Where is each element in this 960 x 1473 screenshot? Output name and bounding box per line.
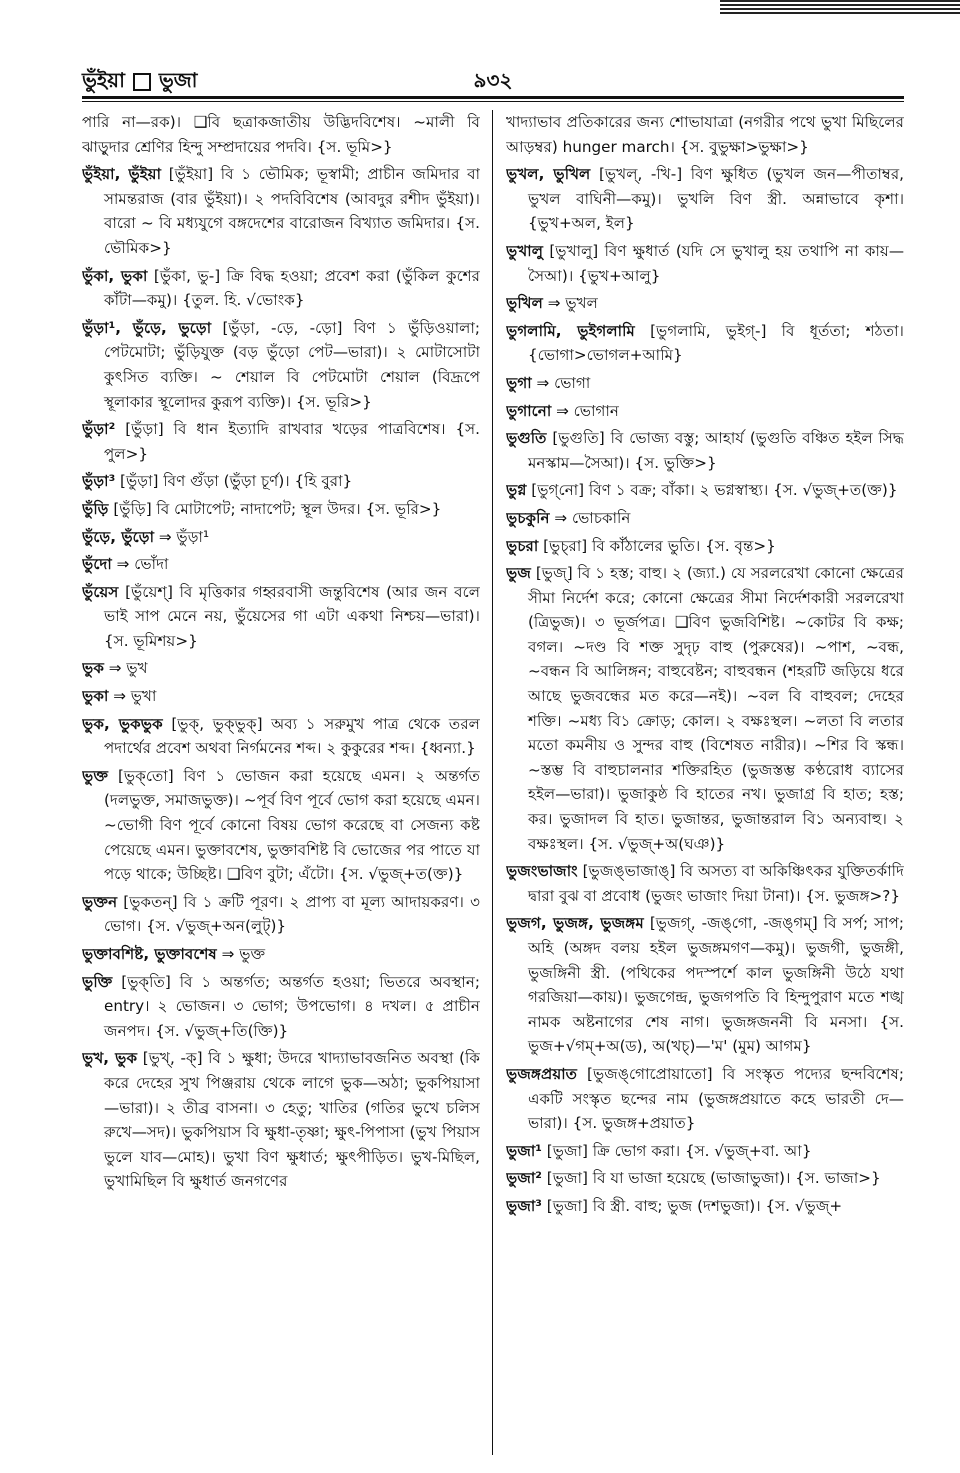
dictionary-entry	[82, 942, 480, 967]
entry-headword: ভুজগ, ভুজঙ্গ, ভুজঙ্গম	[506, 914, 644, 933]
entry-text: [ভুজা] বি স্ত্রী. বাহু; ভুজ (দশভুজা)। {স. √ভুজ্+	[546, 1196, 843, 1215]
entry-text: [ভুঁকা, ভু-] ক্রি বিদ্ধ হওয়া; প্রবেশ করা (ভুঁকিল কুশের কাঁটা—কমু)। {তুল. হি. √ভোংক}	[104, 266, 480, 310]
entry-text: [ভুক্‌তি] বি ১ অন্তর্গত; অন্তর্গত হওয়া; ভিতরে অবস্থান; entry। ২ ভোজন। ৩ ভোগ; উপভোগ। ৪ দখল। ৫ প্রাচীন জনপদ। {স. √ভুজ্+তি(ক্তি)}	[104, 972, 480, 1040]
entry-headword: ভুজংভাজাং	[506, 862, 578, 881]
entry-text: পারি না—রক)। ❑বি ছত্রাকজাতীয় উদ্ভিদবিশেষ। ~মালী বি ঝাড়ুদার শ্রেণির হিন্দু সম্প্রদায়ের পদবি। {স. ভূমি>}	[82, 113, 480, 156]
dictionary-entry	[506, 239, 904, 288]
entry-headword: ভুখালু	[506, 241, 544, 260]
guide-word-left: ভুঁইয়া	[82, 68, 125, 92]
entry-headword: ভুঁড়ি	[82, 499, 109, 518]
dictionary-entry	[82, 764, 480, 887]
dictionary-entry	[82, 970, 480, 1044]
entry-text: [ভুজঙ্‌গোপ্রোয়াতো] বি সংস্কৃত পদ্যের ছন্দবিশেষ; একটি সংস্কৃত ছন্দের নাম (ভুজঙ্গপ্রয়াতে কহে ভারতী দে—ভারা)। {স. ভুজঙ্গ+প্রয়াত}	[528, 1064, 904, 1133]
guide-word-right: ভুজা	[158, 68, 198, 92]
dictionary-entry	[506, 561, 904, 856]
dictionary-entry	[82, 684, 480, 709]
entry-headword: ভুজঙ্গপ্রয়াত	[506, 1064, 578, 1083]
entry-text: [ভুচ্‌রা] বি কাঁঠালের ভুতি। {স. বৃন্ত>}	[543, 536, 776, 555]
left-column	[82, 110, 480, 1455]
entry-text: ⇒ ভোঁদা	[116, 555, 169, 574]
entry-headword: ভুঁড়া³	[82, 472, 116, 491]
dictionary-entry	[82, 525, 480, 550]
entry-text: ⇒ ভোগান	[556, 401, 619, 420]
dictionary-entry	[506, 319, 904, 368]
page-header	[82, 64, 904, 96]
entry-text: ⇒ ভোচকানি	[554, 508, 631, 527]
dictionary-entry	[82, 469, 480, 494]
entry-text: ⇒ ভুখ	[108, 659, 148, 678]
entry-text: ⇒ ভুখল	[547, 294, 598, 313]
entry-text: [ভুজা] ক্রি ভোগ করা। {স. √ভুজ্+বা. আ}	[546, 1141, 812, 1160]
entry-text: [ভুগলামি, ভুইগ্-] বি ধূর্ততা; শঠতা। {ভোগা>ভোগল+আমি}	[528, 321, 904, 365]
entry-text: [ভুগুতি] বি ভোজ্য বস্তু; আহার্য (ভুগুতি বঞ্চিত হইল সিদ্ধ মনস্কাম—সৈআ)। {স. ভুক্তি>}	[528, 429, 904, 472]
dictionary-entry	[82, 497, 480, 522]
dictionary-entry	[82, 1046, 480, 1194]
entry-text: [ভুখল্, -খি-] বিণ ক্ষুধিত (ভুখল জন—পীতাম্বর, ভুখল বাঘিনী—কমু)। ভুখলি বিণ স্ত্রী. অন্নাভাবে কৃশা। {ভুখ+অল, ইল}	[528, 165, 904, 233]
dictionary-entry	[506, 859, 904, 908]
entry-text: [ভুজগ্, -জঙ্‌গো, -জঙ্‌গম্] বি সর্প; সাপ; অহি (অঙ্গদ বলয় হইল ভুজঙ্গমগণ—কমু)। ভুজগী, ভুজঙ্গী, ভুজঙ্গিনী স্ত্রী. (পথিকের পদস্পর্শে কাল ভুজঙ্গিনী উঠে যথা গরজিয়া—কায়)। ভুজগেন্দ্র, ভুজগপতি বি হিন্দুপুরাণ মতে শঙ্খ নামক অষ্টনাগের শেষ নাগ। ভুজঙ্গজননী বি মনসা। {স. ভুজ+√গম্+অ(ড), অ(খচ্)—'ম' (মুম) আগম}	[528, 914, 904, 1056]
entry-text: [ভুখ্, -ক্] বি ১ ক্ষুধা; উদরে খাদ্যাভাবজনিত অবস্থা (কি করে দেহের সুখ পিঞ্জরায় থেকে লাগে ভুক—অঠা; ভুকপিয়াসা—ভারা)। ২ তীব্র বাসনা। ৩ হেতু; খাতির (গতির ভুখে চলিস রুখে—সদ)। ভুকপিয়াস বি ক্ষুধা-তৃষ্ণা; ক্ষুৎ-পিপাসা (ভুখ পিয়াস ভুলে যাব—মোহ)। ভুখা বিণ ক্ষুধার্ত; ক্ষুৎপীড়িত। ভুখ-মিছিল, ভুখামিছিল বি ক্ষুধার্ত জনগণের	[104, 1049, 480, 1191]
entry-headword: ভুঁড়ে, ভুঁড়ো	[82, 527, 154, 546]
entry-headword: ভুঁড়া²	[82, 420, 116, 439]
dictionary-entry	[82, 316, 480, 414]
entry-text: ⇒ ভুক্ত	[221, 945, 266, 963]
entry-headword: ভুখিল	[506, 294, 543, 313]
dictionary-entry	[82, 580, 480, 654]
entry-headword: ভুক্তাবশিষ্ট, ভুক্তাবশেষ	[82, 945, 217, 963]
entry-headword: ভুঁদো	[82, 555, 112, 574]
entry-headword: ভুঁয়েস	[82, 582, 119, 601]
header-rule-thin	[82, 101, 904, 102]
entry-headword: ভুঁকা, ভুকা	[82, 266, 148, 285]
dictionary-entry	[506, 162, 904, 236]
header-rule	[82, 96, 904, 99]
dictionary-entry	[506, 534, 904, 559]
entry-text: [ভুক্‌তো] বিণ ১ ভোজন করা হয়েছে এমন। ২ অন্তর্গত (দলভুক্ত, সমাজভুক্ত)। ~পূর্ব বিণ পূর্বে ভোগ করা হয়েছে এমন। ~ভোগী বিণ পূর্বে কোনো বিষয় ভোগ করেছে বা সেজন্য কষ্ট পেয়েছে এমন। ভুক্তাবশেষ, ভুক্তাবশিষ্ট বি ভোজের পর পাতে যা পড়ে থাকে; উচ্ছিষ্ট। ❑বিণ বুটা; এঁটো। {স. √ভুজ্+ত(ক্ত)}	[104, 766, 480, 884]
dictionary-entry	[506, 291, 904, 316]
entry-text: [ভুজঙ্‌ভাজাঙ্] বি অসত্য বা অকিঞ্চিৎকর যুক্তিতর্কাদি দ্বারা বুঝ বা প্রবোধ (ভুজং ভাজাং দিয়া টানা)। {স. ভুজঙ্গ>?}	[528, 862, 904, 905]
dictionary-entry	[82, 890, 480, 939]
dictionary-entry	[506, 399, 904, 424]
entry-text: ⇒ ভুখা	[113, 687, 157, 706]
entry-text: [ভুঁড়ি] বি মোটাপেট; নাদাপেট; স্থূল উদর। {স. ভূরি>}	[113, 499, 442, 518]
dictionary-entry	[82, 110, 480, 159]
entry-headword: ভুজা¹	[506, 1141, 542, 1160]
entry-headword: ভুজা³	[506, 1196, 542, 1215]
dictionary-entry	[82, 712, 480, 761]
entry-headword: ভুঁড়া¹, ভুঁড়ে, ভুড়ো	[82, 318, 212, 337]
entry-headword: ভুগানো	[506, 401, 552, 420]
dictionary-entry	[506, 1139, 904, 1164]
dictionary-entry	[82, 162, 480, 260]
entry-text: [ভুঁড়া] বি ধান ইত্যাদি রাখবার খড়ের পাত্রবিশেষ। {স. পুল>}	[104, 420, 480, 463]
page-number: ৯৩২	[473, 68, 513, 92]
entry-text: ⇒ ভুঁড়া¹	[158, 527, 210, 546]
dictionary-entry	[82, 552, 480, 577]
separator-box-icon	[133, 73, 151, 91]
dictionary-entry	[82, 264, 480, 313]
dictionary-entry	[506, 1062, 904, 1136]
entry-text: [ভুকতন্] বি ১ ক্রটি পূরণ। ২ প্রাপ্য বা মূল্য আদায়করণ। ৩ ভোগ। {স. √ভুজ্+অন(লুট্)}	[104, 892, 480, 936]
dictionary-entry	[82, 656, 480, 681]
entry-text: [ভুঁইয়া] বি ১ ভৌমিক; ভূস্বামী; প্রাচীন জমিদার বা সামন্তরাজ (বার ভুঁইয়া)। ২ পদবিবিশেষ (আবদুর রশীদ ভুঁইয়া)। বারো ~ বি মধ্যযুগে বঙ্গদেশের বারোজন বিখ্যাত জমিদার। {স. ভৌমিক>}	[104, 165, 480, 257]
scan-edge-lines	[720, 0, 960, 16]
entry-headword: ভুক, ভুকভুক	[82, 714, 163, 733]
entry-headword: ভুজ	[506, 564, 531, 583]
entry-headword: ভুগুতি	[506, 429, 547, 448]
entry-headword: ভুখ, ভুক	[82, 1049, 138, 1068]
dictionary-entry	[506, 478, 904, 503]
entry-text: [ভুজ্] বি ১ হস্ত; বাহু। ২ (জ্যা.) যে সরলরেখা কোনো ক্ষেত্রের সীমা নির্দেশ করে; কোনো ক্ষেত্রের সীমা নির্দেশকারী সরলরেখা (ত্রিভুজ)। ৩ ভূর্জপত্র। ❑বিণ ভুজবিশিষ্ট। ~কোটর বি কক্ষ; বগল। ~দণ্ড বি শক্ত সুদৃঢ় বাহু (পুরুষের)। ~পাশ, ~বন্ধ, ~বন্ধন বি আলিঙ্গন; বাহুবেষ্টন; বাহুবন্ধন (শহরটি জড়িয়ে ধরে আছে ভুজবন্ধের মত করে—নই)। ~বল বি বাহুবল; দেহের শক্তি। ~মধ্য বি১ ক্রোড়; কোল। ২ বক্ষঃস্থল। ~লতা বি লতার মতো কমনীয় ও সুন্দর বাহু (বিশেষত নারীর)। ~শির বি স্কন্ধ। ~স্তম্ভ বি বাহুচালনার শক্তিরহিত (ভুজস্তম্ভ কণ্ঠরোধ ব্যাসের হইল—ভারা)। ভুজাকুষ্ঠ বি হাতের নখ। ভুজাগ্র বি হাত; হস্ত; কর। ভুজাদল বি হাত। ভুজান্তর, ভুজান্তরাল বি১ অন্যবাহু। ২ বক্ষঃস্থল। {স. √ভুজ্+অ(ঘঞ)}	[528, 564, 904, 853]
entry-headword: ভুক্তন	[82, 892, 118, 911]
entry-text: [ভুগ্‌নো] বিণ ১ বক্র; বাঁকা। ২ ভগ্নস্বাস্থ্য। {স. √ভুজ্+ত(ক্ত)}	[531, 481, 898, 500]
entry-headword: ভুক্তি	[82, 972, 113, 991]
entry-headword: ভুগা	[506, 373, 532, 392]
entry-text: ⇒ ভোগা	[536, 373, 591, 392]
dictionary-entry	[82, 417, 480, 466]
entry-text: [ভুজা] বি যা ভাজা হয়েছে (ভাজাভুজা)। {স. ভাজা>}	[546, 1169, 881, 1188]
entry-headword: ভুঁইয়া, ভুঁইয়া	[82, 165, 162, 184]
entry-text: [ভুঁড়া] বিণ গুঁড়া (ভুঁড়া চূর্ণ)। {হি বুরা}	[120, 472, 353, 491]
entry-headword: ভুগ্ন	[506, 481, 527, 500]
dictionary-entry	[506, 1194, 904, 1219]
dictionary-entry	[506, 371, 904, 396]
entry-text: খাদ্যাভাব প্রতিকারের জন্য শোভাযাত্রা (নগরীর পথে ভুখা মিছিলের আড়ম্বর) hunger march। {স. বুভুক্ষা>ভুক্ষা>}	[506, 113, 904, 156]
entry-headword: ভুক্ত	[82, 766, 109, 785]
entry-text: [ভুঁয়েশ্] বি মৃত্তিকার গহ্বরবাসী জন্তুবিশেষ (আর জন বলে ভাই সাপ মেনে নয়, ভুঁয়েসের গা এটা একথা নিশ্চয়—ভারা)। {স. ভূমিশয়>}	[104, 582, 480, 650]
entry-headword: ভুজা²	[506, 1169, 542, 1188]
dictionary-entry	[506, 1166, 904, 1191]
entry-headword: ভুচকুনি	[506, 508, 550, 527]
entry-text: [ভুঁড়া, -ড়ে, -ড়ো] বিণ ১ ভুঁড়িওয়ালা; পেটমোটা; ভুঁড়িযুক্ত (বড় ভুঁড়ো পেট—ভারা)। ২ মোটাসোটা কুৎসিত ব্যক্তি। ~ শেয়াল বি পেটমোটা শেয়াল (বিদ্রূপে স্থূলাকার স্থূলোদর কুরূপ ব্যক্তি)। {স. ভূরি>}	[104, 318, 480, 411]
right-column	[506, 110, 904, 1455]
entry-headword: ভুখল, ভুখিল	[506, 165, 591, 184]
entry-text: [ভুখালু] বিণ ক্ষুধার্ত (যদি সে ভুখালু হয় তথাপি না কায়—সৈআ)। {ভুখ+আলু}	[528, 241, 904, 285]
entry-headword: ভুগলামি, ভুইগলামি	[506, 321, 635, 340]
dictionary-entry	[506, 506, 904, 531]
column-divider	[492, 110, 493, 1455]
entry-headword: ভুচরা	[506, 536, 539, 555]
entry-text: [ভুক্, ভুক্‌ভুক্] অব্য ১ সরুমুখ পাত্র থেকে তরল পদার্থের প্রবেশ অথবা নির্গমনের শব্দ। ২ কুকুরের শব্দ। {ধ্বন্যা.}	[104, 714, 480, 758]
dictionary-entry	[506, 110, 904, 159]
dictionary-entry	[506, 426, 904, 475]
guide-words	[82, 66, 198, 99]
dictionary-entry	[506, 911, 904, 1059]
entry-headword: ভুকা	[82, 687, 109, 706]
entry-headword: ভুক	[82, 659, 104, 678]
